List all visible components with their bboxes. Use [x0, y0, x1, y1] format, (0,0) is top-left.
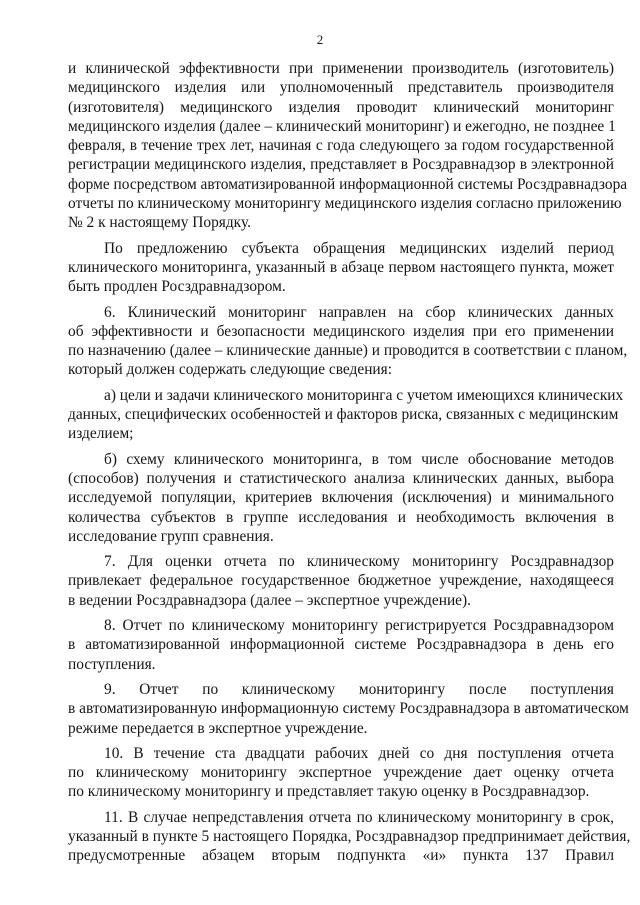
page-number: 2 — [316, 32, 324, 47]
text-line: быть продлен Росздравнадзором. — [68, 278, 286, 296]
text-line: отчеты по клиническому мониторингу медицинского изделия согласно приложению — [68, 195, 622, 213]
text-line: медицинского изделия (далее – клинический мониторинг) и ежегодно, не позднее 1 — [68, 117, 616, 135]
text-line: февраля, в течение трех лет, начиная с года следующего за годом государственной — [68, 137, 614, 155]
text-line: 6. Клинический мониторинг направлен на сбор клинических данных — [104, 303, 614, 321]
text-line: по клиническому мониторингу и представляет такую оценку в Росздравнадзор. — [68, 783, 590, 801]
text-line: 11. В случае непредставления отчета по клиническому мониторингу в срок, — [104, 808, 614, 826]
text-line: 7. Для оценки отчета по клиническому мониторингу Росздравнадзор — [104, 553, 614, 571]
paragraph-item-7 — [68, 552, 614, 610]
text-line: 8. Отчет по клиническому мониторингу регистрируется Росздравнадзором — [104, 617, 614, 635]
document-body — [68, 59, 631, 872]
paragraph-item-9 — [68, 680, 629, 738]
text-line: количества субъектов в группе исследования и необходимость включения в — [68, 508, 614, 526]
text-line: по клиническому мониторингу экспертное учреждение дает оценку отчета — [68, 764, 614, 782]
text-line: клинического мониторинга, указанный в абзаце первом настоящего пункта, может — [68, 258, 614, 276]
text-line: а) цели и задачи клинического мониторинга с учетом имеющихся клинических — [104, 386, 624, 404]
paragraph-extension — [68, 239, 614, 297]
text-line: исследование групп сравнения. — [68, 527, 274, 545]
text-line: изделием; — [68, 425, 134, 443]
text-line: режиме передается в экспертное учреждение. — [68, 719, 368, 737]
text-line: медицинского изделия или уполномоченный представитель производителя — [68, 79, 614, 97]
text-line: б) схему клинического мониторинга, в том числе обоснование методов — [104, 450, 614, 468]
paragraph-item-8 — [68, 616, 614, 674]
text-line: 10. В течение ста двадцати рабочих дней со дня поступления отчета — [104, 744, 614, 762]
text-line: который должен содержать следующие сведения: — [68, 361, 393, 379]
text-line: в автоматизированной информационной системе Росздравнадзора в день его — [68, 636, 614, 654]
text-line: По предложению субъекта обращения медицинских изделий период — [104, 239, 614, 257]
text-line: и клинической эффективности при применении производитель (изготовитель) — [68, 60, 614, 77]
paragraph-item-6b — [68, 450, 614, 546]
text-line: в автоматизированную информационную систему Росздравнадзора в автоматическом — [68, 700, 629, 718]
text-line: привлекает федеральное государственное бюджетное учреждение, находящееся — [68, 572, 614, 590]
text-line: 9. Отчет по клиническому мониторингу после поступления — [104, 680, 614, 698]
text-line: данных, специфических особенностей и факторов риска, связанных с медицинским — [68, 406, 619, 424]
paragraph-item-6a — [68, 386, 624, 444]
paragraph-item-6 — [68, 303, 628, 380]
text-line: № 2 к настоящему Порядку. — [68, 214, 251, 232]
paragraph-continuation — [68, 59, 628, 233]
text-line: (способов) получения и статистического анализа клинических данных, выбора — [68, 469, 614, 487]
text-line: исследуемой популяции, критериев включения (исключения) и минимального — [68, 489, 614, 507]
text-line: поступления. — [68, 655, 156, 673]
text-line: по назначению (далее – клинические данные) и проводится в соответствии с планом, — [68, 342, 628, 360]
paragraph-item-10 — [68, 744, 614, 802]
text-line: предусмотренные абзацем вторым подпункта «и» пункта 137 Правил — [68, 847, 614, 865]
text-line: об эффективности и безопасности медицинского изделия при его применении — [68, 322, 614, 340]
text-line: (изготовителя) медицинского изделия проводит клинический мониторинг — [68, 98, 614, 116]
text-line: в ведении Росздравнадзора (далее – экспертное учреждение). — [68, 591, 471, 609]
text-line: указанный в пункте 5 настоящего Порядка, Росздравнадзор предпринимает действия, — [68, 827, 631, 845]
text-line: регистрации медицинского изделия, представляет в Росздравнадзор в электронной — [68, 156, 614, 174]
paragraph-item-11 — [68, 808, 631, 866]
text-line: форме посредством автоматизированной информационной системы Росздравнадзора — [68, 175, 628, 193]
